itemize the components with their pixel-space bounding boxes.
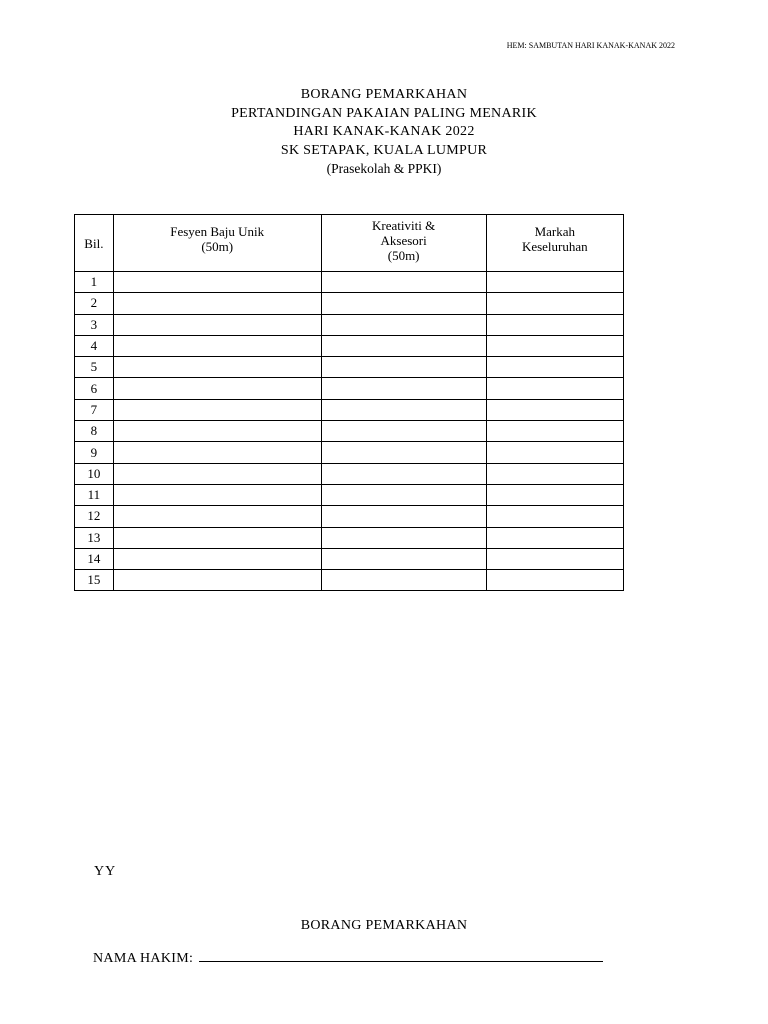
header-bil-label: Bil. — [84, 235, 104, 251]
header-markah — [486, 215, 623, 272]
table-row — [75, 272, 624, 293]
judge-name-field[interactable] — [199, 947, 603, 962]
fesyen-score-cell[interactable] — [113, 335, 321, 356]
markah-total-cell[interactable] — [486, 463, 623, 484]
header-fesyen-label: Fesyen Baju Unik (50m) — [170, 224, 265, 254]
title-block — [0, 86, 768, 178]
markah-total-cell[interactable] — [486, 335, 623, 356]
markah-total-cell[interactable] — [486, 442, 623, 463]
kreativiti-score-cell[interactable] — [321, 484, 486, 505]
header-note: HEM: SAMBUTAN HARI KANAK-KANAK 2022 — [506, 41, 675, 50]
category-subtitle: (Prasekolah & PPKI) — [326, 161, 442, 176]
table-row — [75, 314, 624, 335]
competition-title: PERTANDINGAN PAKAIAN PALING MENARIK — [231, 105, 537, 121]
judge-name-label: NAMA HAKIM: — [93, 951, 194, 966]
row-number: 7 — [75, 399, 114, 420]
table-row — [75, 399, 624, 420]
fesyen-score-cell[interactable] — [113, 378, 321, 399]
row-number: 10 — [75, 463, 114, 484]
fesyen-score-cell[interactable] — [113, 399, 321, 420]
markah-total-cell[interactable] — [486, 314, 623, 335]
markah-total-cell[interactable] — [486, 570, 623, 591]
table-row — [75, 570, 624, 591]
row-number: 8 — [75, 421, 114, 442]
school-title: SK SETAPAK, KUALA LUMPUR — [280, 142, 488, 158]
markah-total-cell[interactable] — [486, 293, 623, 314]
fesyen-score-cell[interactable] — [113, 527, 321, 548]
kreativiti-score-cell[interactable] — [321, 272, 486, 293]
footer-title: BORANG PEMARKAHAN — [300, 918, 468, 933]
markah-total-cell[interactable] — [486, 506, 623, 527]
table-row — [75, 335, 624, 356]
markah-total-cell[interactable] — [486, 272, 623, 293]
table-row — [75, 548, 624, 569]
row-number: 13 — [75, 527, 114, 548]
table-row — [75, 484, 624, 505]
markah-total-cell[interactable] — [486, 378, 623, 399]
header-markah-label: Markah Keseluruhan — [521, 224, 588, 254]
markah-total-cell[interactable] — [486, 399, 623, 420]
fesyen-score-cell[interactable] — [113, 293, 321, 314]
header-fesyen — [113, 215, 321, 272]
table-row — [75, 463, 624, 484]
kreativiti-score-cell[interactable] — [321, 527, 486, 548]
row-number: 14 — [75, 548, 114, 569]
row-number: 2 — [75, 293, 114, 314]
kreativiti-score-cell[interactable] — [321, 293, 486, 314]
table-header-row — [75, 215, 624, 272]
row-number: 5 — [75, 357, 114, 378]
judge-name-line — [93, 947, 603, 967]
header-kreativiti — [321, 215, 486, 272]
table-row — [75, 421, 624, 442]
fesyen-score-cell[interactable] — [113, 314, 321, 335]
table-row — [75, 442, 624, 463]
row-number: 4 — [75, 335, 114, 356]
row-number: 15 — [75, 570, 114, 591]
fesyen-score-cell[interactable] — [113, 357, 321, 378]
row-number: 3 — [75, 314, 114, 335]
fesyen-score-cell[interactable] — [113, 421, 321, 442]
markah-total-cell[interactable] — [486, 421, 623, 442]
fesyen-score-cell[interactable] — [113, 484, 321, 505]
scoring-table — [74, 214, 624, 591]
kreativiti-score-cell[interactable] — [321, 442, 486, 463]
markah-total-cell[interactable] — [486, 527, 623, 548]
table-row — [75, 293, 624, 314]
fesyen-score-cell[interactable] — [113, 506, 321, 527]
table-row — [75, 378, 624, 399]
fesyen-score-cell[interactable] — [113, 272, 321, 293]
kreativiti-score-cell[interactable] — [321, 570, 486, 591]
event-title: HARI KANAK-KANAK 2022 — [293, 124, 475, 139]
kreativiti-score-cell[interactable] — [321, 335, 486, 356]
row-number: 11 — [75, 484, 114, 505]
markah-total-cell[interactable] — [486, 548, 623, 569]
markah-total-cell[interactable] — [486, 484, 623, 505]
kreativiti-score-cell[interactable] — [321, 314, 486, 335]
kreativiti-score-cell[interactable] — [321, 357, 486, 378]
table-row — [75, 357, 624, 378]
row-number: 12 — [75, 506, 114, 527]
kreativiti-score-cell[interactable] — [321, 463, 486, 484]
kreativiti-score-cell[interactable] — [321, 421, 486, 442]
yy-mark: YY — [94, 864, 117, 879]
table-body — [75, 272, 624, 591]
fesyen-score-cell[interactable] — [113, 463, 321, 484]
kreativiti-score-cell[interactable] — [321, 506, 486, 527]
kreativiti-score-cell[interactable] — [321, 378, 486, 399]
table-row — [75, 506, 624, 527]
fesyen-score-cell[interactable] — [113, 442, 321, 463]
form-title: BORANG PEMARKAHAN — [300, 87, 468, 102]
fesyen-score-cell[interactable] — [113, 570, 321, 591]
kreativiti-score-cell[interactable] — [321, 548, 486, 569]
kreativiti-score-cell[interactable] — [321, 399, 486, 420]
row-number: 6 — [75, 378, 114, 399]
row-number: 9 — [75, 442, 114, 463]
row-number: 1 — [75, 272, 114, 293]
fesyen-score-cell[interactable] — [113, 548, 321, 569]
header-bil — [75, 215, 114, 272]
markah-total-cell[interactable] — [486, 357, 623, 378]
header-kreativiti-label: Kreativiti & Aksesori (50m) — [372, 217, 436, 263]
table-row — [75, 527, 624, 548]
